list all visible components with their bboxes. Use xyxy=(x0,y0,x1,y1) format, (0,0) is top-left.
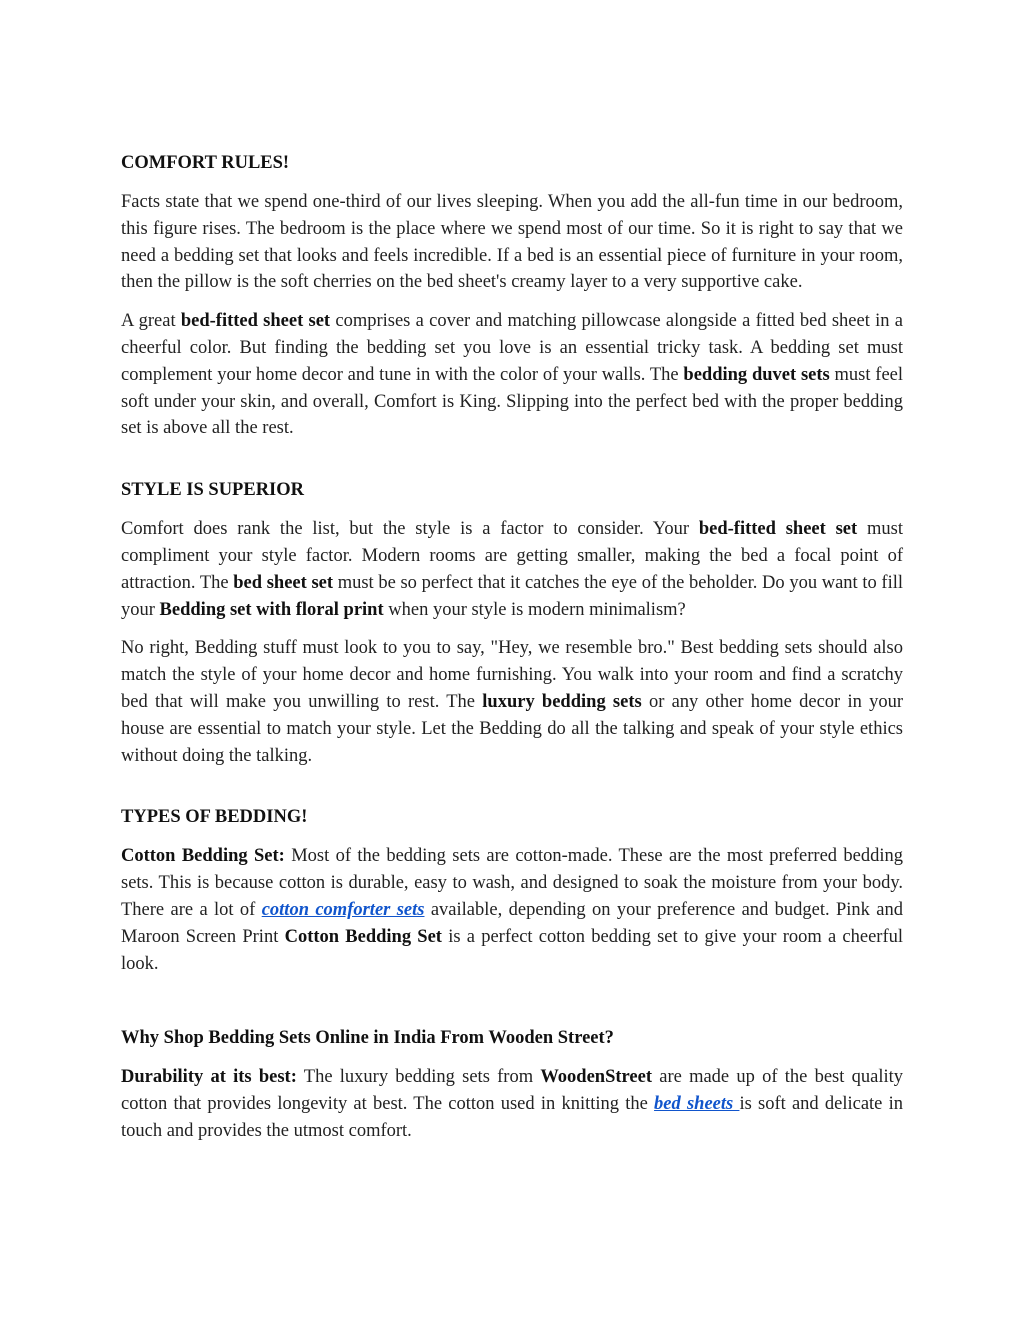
text-run: when your style is modern minimalism? xyxy=(383,599,686,620)
bold-term: bed-fitted sheet set xyxy=(180,311,331,332)
section-heading: TYPES OF BEDDING! xyxy=(121,807,308,828)
bold-term: Bedding set with floral print xyxy=(159,599,384,620)
text-run: comprises a cover and matching pillowcase alongside a fitted bed sheet in a cheerful color. But finding the bedding set you love is an essential tricky task. A bedding set must complement your home decor and tune in with the color of your walls. The xyxy=(121,311,903,385)
section-types-of-bedding xyxy=(121,804,903,977)
bold-term: Durability at its best: xyxy=(121,1067,297,1088)
bold-term: bed-fitted sheet set xyxy=(698,519,858,540)
text-run: Most of the bedding sets are cotton-made. These are the most preferred bedding sets. This is because cotton is durable, easy to wash, and designed to soak the moisture from your body. There are a lot of xyxy=(121,846,903,920)
paragraph xyxy=(121,843,903,977)
text-run: must feel soft under your skin, and overall, Comfort is King. Slipping into the perfect bed with the proper bedding set is above all the rest. xyxy=(121,364,904,439)
text-run: is a perfect cotton bedding set to give your room a cheerful look. xyxy=(121,926,904,974)
text-run: must be so perfect that it catches the eye of the beholder. Do you want to fill your xyxy=(121,572,904,620)
text-run: A great xyxy=(121,311,181,332)
section-heading: Why Shop Bedding Sets Online in India From Wooden Street? xyxy=(121,1028,614,1049)
text-run: or any other home decor in your house are essential to match your style. Let the Bedding do all the talking and speak of your style ethics without doing the talking. xyxy=(121,691,903,766)
paragraph xyxy=(121,516,903,623)
section-style-is-superior xyxy=(121,477,903,769)
section-heading: COMFORT RULES! xyxy=(121,153,290,173)
text-run: The luxury bedding sets from xyxy=(296,1067,541,1088)
text-run: Comfort does rank the list, but the style is a factor to consider. Your xyxy=(121,519,699,540)
paragraph: Facts state that we spend one-third of our lives sleeping. When you add the all-fun time in our bedroom, this figure rises. The bedroom is the place where we spend most of our time. So it is right to say that we need a bedding set that looks and feels incredible. If a bed is an essential piece of furniture in your room, then the pillow is the soft cherries on the bed sheet's creamy layer to a very supportive cake. xyxy=(121,192,903,293)
paragraph xyxy=(121,1064,903,1144)
section-why-shop xyxy=(121,1025,903,1144)
paragraph xyxy=(121,308,903,442)
text-run: No right, Bedding stuff must look to you to say, "Hey, we resemble bro." Best bedding sets should also match the style of your home decor and home furnishing. You walk into your room and find a scratchy bed that will make you unwilling to rest. The xyxy=(121,638,903,712)
text-run: must compliment your style factor. Modern rooms are getting smaller, making the bed a focal point of attraction. The xyxy=(121,519,903,593)
bed-sheets-link[interactable]: bed sheets xyxy=(654,1094,740,1115)
paragraph xyxy=(121,635,903,769)
bold-term: Cotton Bedding Set xyxy=(284,926,442,947)
bold-term: WoodenStreet xyxy=(540,1067,653,1088)
text-run: available, depending on your preference and budget. Pink and Maroon Screen Print xyxy=(121,899,903,947)
bold-term: bedding duvet sets xyxy=(683,364,830,385)
text-run: are made up of the best quality cotton that provides longevity at best. The cotton used in knitting the xyxy=(121,1067,903,1115)
cotton-comforter-sets-link[interactable]: cotton comforter sets xyxy=(261,899,425,920)
text-run: is soft and delicate in touch and provides the utmost comfort. xyxy=(121,1094,903,1141)
bold-term: luxury bedding sets xyxy=(482,691,642,712)
bold-term: Cotton Bedding Set: xyxy=(121,846,285,867)
section-heading: STYLE IS SUPERIOR xyxy=(121,480,305,501)
section-comfort-rules xyxy=(121,150,903,442)
bold-term: bed sheet set xyxy=(233,572,334,593)
document-page xyxy=(121,150,903,1157)
